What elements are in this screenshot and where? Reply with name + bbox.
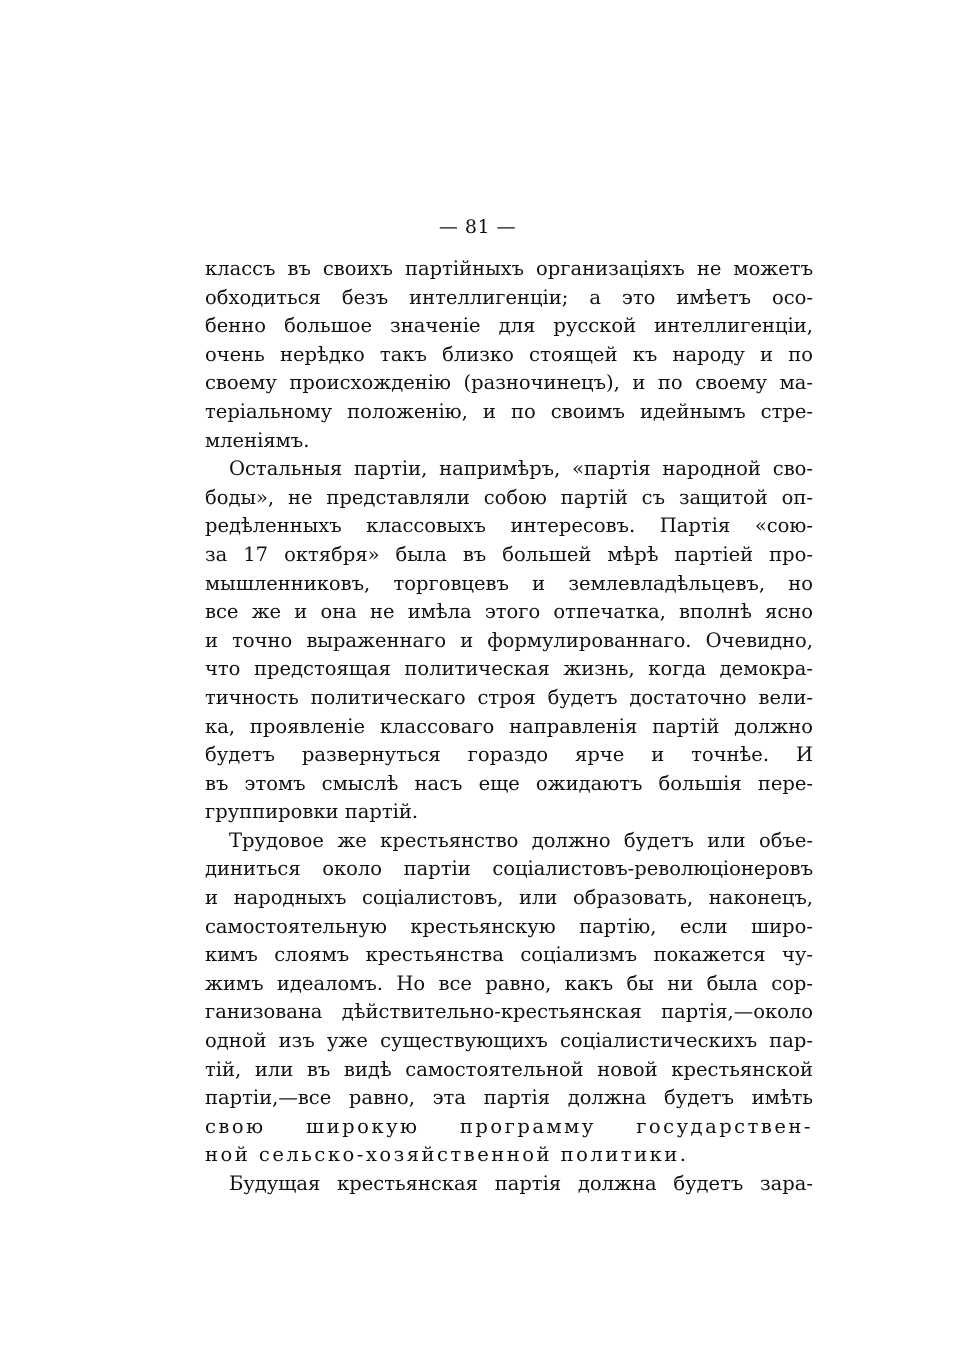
text-line: и народныхъ соцiалистовъ, или образовать, наконецъ, [205,886,813,910]
body-text [205,255,813,1199]
text-line: за 17 октября» была въ большей мѣрѣ партiей про- [205,542,813,566]
text-line: одной изъ уже существующихъ соцiалистическихъ пар- [205,1029,813,1053]
text-line: все же и она не имѣла этого отпечатка, вполнѣ ясно [205,600,813,624]
text-line: бенно большое значенiе для русской интеллигенцiи, [205,314,813,338]
text-line: Будущая крестьянская партiя должна будетъ зара- [229,1172,813,1195]
text-line: редѣленныхъ классовыхъ интересовъ. Партiя «сою- [205,514,813,538]
text-line: самостоятельную крестьянскую партiю, если широ- [205,914,813,938]
text-line: будетъ развернуться гораздо ярче и точнѣе. И [205,743,813,767]
text-line: боды», не представляли собою партiй съ защитой оп- [205,485,813,509]
text-line: диниться около партiи соцiалистовъ-революцiонеровъ [205,857,813,881]
page-number: — 81 — [438,216,517,238]
text-line: свою широкую программу государствен- [205,1114,813,1138]
text-line: что предстоящая политическая жизнь, когда демокра- [205,657,813,681]
paragraph-1 [205,255,813,455]
text-line: своему происхожденiю (разночинецъ), и по своему ма- [205,371,813,395]
paragraph-2 [205,455,813,827]
text-line: очень нерѣдко такъ близко стоящей къ народу и по [205,342,813,366]
text-line: Остальныя партiи, напримѣръ, «партiя народной сво- [229,457,813,481]
text-line: тичность политическаго строя будетъ достаточно вели- [205,685,813,709]
text-line: и точно выраженнаго и формулированнаго. Очевидно, [205,628,813,652]
text-line: кимъ слоямъ крестьянства соцiализмъ покажется чу- [205,943,813,967]
text-line: терiальному положенiю, и по своимъ идейнымъ стре- [205,399,813,423]
text-line: ганизована дѣйствительно-крестьянская партiя,—около [205,1000,813,1024]
text-line: Трудовое же крестьянство должно будетъ или объе- [229,828,813,852]
text-line: ной сельско-хозяйственной политики. [205,1143,689,1167]
paragraph-4 [205,1170,813,1199]
text-line: мленiямъ. [205,428,310,452]
text-line: классъ въ своихъ партiйныхъ организацiяхъ не можетъ [205,257,813,280]
text-line: обходиться безъ интеллигенцiи; а это имѣетъ осо- [205,285,813,309]
text-line: ка, проявленiе классоваго направленiя партiй должно [205,714,813,738]
paragraph-3 [205,827,813,1170]
text-line: въ этомъ смыслѣ насъ еще ожидаютъ большiя пере- [205,771,813,795]
text-line: партiи,—все равно, эта партiя должна будетъ имѣть [205,1086,813,1110]
text-line: жимъ идеаломъ. Но все равно, какъ бы ни была сор- [205,971,813,995]
text-line: мышленниковъ, торговцевъ и землевладѣльцевъ, но [205,571,813,595]
text-line: тiй, или въ видѣ самостоятельной новой крестьянской [205,1057,813,1081]
text-line: группировки партiй. [205,800,419,824]
